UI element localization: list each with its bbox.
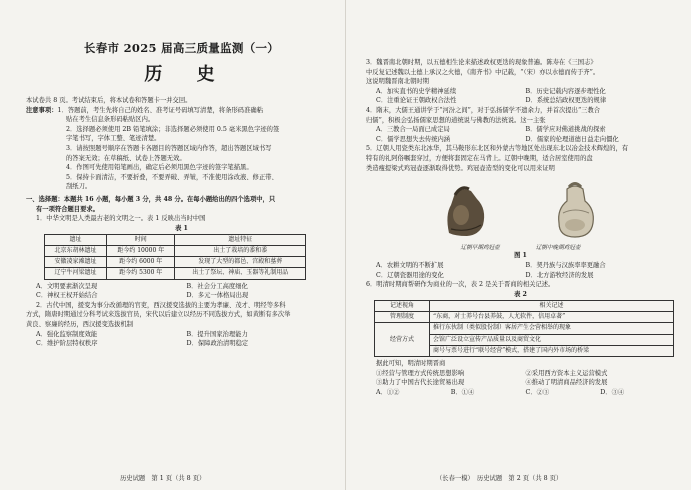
- notes-item: 刮纸刀。: [66, 183, 92, 191]
- page-footer-right: （长春一模） 历史试题 第 2 页（共 8 页）: [436, 475, 563, 482]
- table-2: [374, 300, 674, 357]
- q6-sub-stem: 据此可知，明清时期晋商: [376, 359, 446, 367]
- table-1: [44, 234, 306, 280]
- table-header-cell: 时间: [107, 234, 175, 245]
- q5-stem-line: 5．辽朝人用瓷类东北冰华，其马鞍形东北区和外蒙古等地区处出现东北以冶金技术辉煌的，有: [366, 145, 629, 153]
- table-row: [375, 312, 674, 323]
- table-cell: 出土了栽培的黍和黍: [175, 245, 306, 256]
- notes-item: 贴在考生信息条形码粘贴区内。: [66, 116, 155, 124]
- answer-option: B．历史记载内容逐步理性化: [525, 87, 606, 95]
- q3-stem-line: 中反复记述魏以土德上承汉之火德，《南齐书》中记载，“（宋）亦以水德而传于齐”。: [366, 68, 600, 76]
- answer-option: C．②③: [525, 388, 550, 396]
- answer-option: C．维护阶层特权秩序: [36, 340, 98, 348]
- q2-stem-line: 2．古代中国，援变为事分改循理的官吏，西汉援变选拔的主要为孝廉、茂才、明经等多科: [36, 301, 286, 309]
- table-cell: 距今约 6000 年: [107, 257, 175, 268]
- early-cockscomb-pot-image: [437, 181, 497, 241]
- answer-option: D．儒家的伦理道德日益走向僵化: [525, 135, 619, 143]
- answer-option: B．社会分工高度细化: [186, 282, 248, 290]
- table-cell: 经营方式: [375, 323, 430, 357]
- answer-option: D．保障政治清明稳定: [186, 340, 249, 348]
- notes-item: 2．选择题必须使用 2B 铅笔填涂；非选择题必须使用 0.5 毫米黑色字迹的签: [66, 125, 280, 133]
- answer-option: C．注重论证王朝政权合法性: [376, 97, 457, 105]
- table-cell: 会馆广泛设立宣传产品质量以及商贸文化: [430, 334, 674, 345]
- answer-option: B．儒学应对佛道挑战的探索: [525, 126, 606, 134]
- q6-statements: [366, 369, 675, 388]
- table-cell: “东商，对士养号台县养鼓，人尤软件，信用卓著”: [430, 312, 674, 323]
- answer-option: A．文明要素渐次呈现: [36, 282, 98, 290]
- answer-option: D．③④: [600, 388, 625, 396]
- notes-item: 字笔书写，字体工整、笔迹清楚。: [66, 135, 161, 143]
- answer-option: B．①④: [450, 388, 475, 396]
- table-row: [45, 245, 306, 256]
- late-cockscomb-pot-image: [545, 181, 605, 241]
- q3-stem-line: 3．魏晋南北朝时期，以五德相生论来描述政权更迭的现象普遍。陈寿在《三国志》: [366, 59, 597, 66]
- notes-line-1: [26, 106, 337, 116]
- notes-label: 注意事项：: [26, 106, 58, 114]
- table-cell: 安徽凌家滩遗址: [45, 257, 107, 268]
- q4-options: [366, 125, 675, 144]
- q3-options: [366, 87, 675, 106]
- q1-options: [26, 282, 337, 301]
- answer-option: D．多元一体格局出现: [186, 292, 249, 300]
- answer-option: A．三教合一局面已成定局: [376, 126, 450, 134]
- table-cell: 辽宁牛河梁遗址: [45, 268, 107, 279]
- notes-item: 3．请按照题号顺序在答题卡各题目的答题区域内作答，超出答题区域书写: [66, 144, 272, 152]
- answer-option: A．强化监察制度效能: [36, 330, 98, 338]
- statement-item: ④推动了明清商品经济的发展: [525, 379, 608, 387]
- table-cell: 商号与票号进行“联号经营”模式，搭建了国内外市场的桥梁: [430, 345, 674, 356]
- answer-option: D．北方游牧经济的发展: [525, 271, 594, 279]
- q1-stem: 1．中华文明是人类最古老的文明之一。表 1 反映出当时中国: [36, 215, 206, 223]
- q5-stem-line: 特有的礼阿俗嘱套穿过，方便将套固定在马背上。辽朝中晚期，适合居室使用的盘: [366, 154, 593, 162]
- answer-option: C．神权王权开始结合: [36, 292, 98, 300]
- q2-options: [26, 330, 337, 349]
- table-cell: 发现了大型的都邑、宫殿和墓葬: [175, 257, 306, 268]
- table-header-cell: 相关记述: [430, 300, 674, 311]
- figure-caption: 辽朝中晚期鸡冠壶: [535, 245, 581, 252]
- answer-option: A．加实直书的史学精神延续: [376, 87, 457, 95]
- table-header-row: [375, 300, 674, 311]
- figure-1-label: 图 1: [514, 252, 527, 260]
- section-1-heading: 一、选择题：本题共 16 小题，每小题 3 分，共 48 分。在每小题给出的四个选项中，只: [26, 195, 276, 203]
- answer-option: B．提升国家治理能力: [186, 330, 248, 338]
- table-row: [45, 268, 306, 279]
- q4-stem-line: 归儒”，积极会弘扬儒家思想的道统说与佛教的法统说。这一主张: [366, 116, 546, 124]
- q2-stem-line: 黄良、察廉的经历，西汉援变选拔机制: [26, 320, 134, 328]
- answer-option: A．①②: [376, 388, 400, 396]
- page-right: [346, 0, 691, 490]
- table-cell: 管理制度: [375, 312, 430, 323]
- table-2-caption: 表 2: [514, 290, 527, 298]
- figure-caption: 辽朝早期鸡冠壶: [460, 245, 500, 252]
- q6-stem: 6．明清时期商帮研作为商业的一次，表 2 是关于晋商的相关记述。: [366, 281, 555, 289]
- figure-1-captions: [366, 243, 675, 251]
- table-header-cell: 遗址特征: [175, 234, 306, 245]
- section-1-heading-cont: 有一项符合题目要求。: [36, 205, 99, 213]
- page-left: [0, 0, 345, 490]
- table-header-row: [45, 234, 306, 245]
- table-header-cell: 遗址: [45, 234, 107, 245]
- answer-option: C．儒学思想失去传统内涵: [376, 135, 451, 143]
- intro-text: 本试卷共 8 页。考试结束后，将本试卷和答题卡一并交回。: [26, 97, 192, 104]
- table-header-cell: 记述视角: [375, 300, 430, 311]
- table-cell: 距今约 10000 年: [107, 245, 175, 256]
- q6-options: [366, 388, 675, 398]
- q3-stem-line: 这说明魏晋南北朝时期: [366, 78, 429, 86]
- table-row: [45, 257, 306, 268]
- table-row: [375, 323, 674, 334]
- statement-item: ①经营与管理方式传统思想影响: [376, 369, 465, 377]
- notes-item: 4．作图可先使用铅笔画出，确定后必须用黑色字迹的签字笔描黑。: [66, 164, 253, 172]
- q4-stem-line: 4．隋末，大儒王通讲学于“河汾之间”，对于弘扬儒学不遗余力，并首次提出“三教合: [366, 106, 601, 114]
- notes-item: 的答案无效；在草稿纸、试卷上答题无效。: [66, 154, 186, 162]
- q5-options: [366, 261, 675, 280]
- table-cell: 北京东胡林遗址: [45, 245, 107, 256]
- table-1-caption: 表 1: [175, 224, 188, 232]
- notes-item: 1．答题前，考生先将自己的姓名、准考证号码填写清楚，将条形码准确粘: [57, 106, 263, 114]
- answer-option: D．系统总结政权更迭的规律: [525, 97, 607, 105]
- figure-1-images: [366, 179, 675, 241]
- answer-option: C．辽朝瓷器用途的变化: [376, 271, 444, 279]
- answer-option: B．契丹族与汉族率率更融合: [525, 262, 606, 270]
- table-cell: 推行东伙制（类似股份制）客居产生会营相举的现象: [430, 323, 674, 334]
- page-footer-left: 历史试题 第 1 页（共 8 页）: [120, 475, 206, 482]
- q5-stem-line: 类造瘦提梁式鸡冠壶逐渐取得优势。鸡冠壶造型的变化可以用来证明: [366, 164, 555, 172]
- exam-subject: 历 史: [144, 64, 229, 85]
- q2-stem-line: 方式，隋唐时期通过分科考试来选拔官员，宋代以后建立以经历不同选拔方式，如黄断有多次举: [26, 311, 291, 319]
- notes-item: 5．保持卡面清洁，不要折叠，不要弄破、弄皱，不准使用涂改液、修正带、: [66, 173, 278, 181]
- answer-option: A．农耕文明的不断扩展: [376, 262, 444, 270]
- statement-item: ③助力了中国古代长途贸易出现: [376, 379, 465, 387]
- exam-title: 长春市 2025 届高三质量监测（一）: [83, 41, 280, 55]
- statement-item: ②采用西方资本主义运营模式: [525, 369, 608, 377]
- table-cell: 距今约 5300 年: [107, 268, 175, 279]
- table-cell: 出土了祭坛、神庙、玉器等礼制用品: [175, 268, 306, 279]
